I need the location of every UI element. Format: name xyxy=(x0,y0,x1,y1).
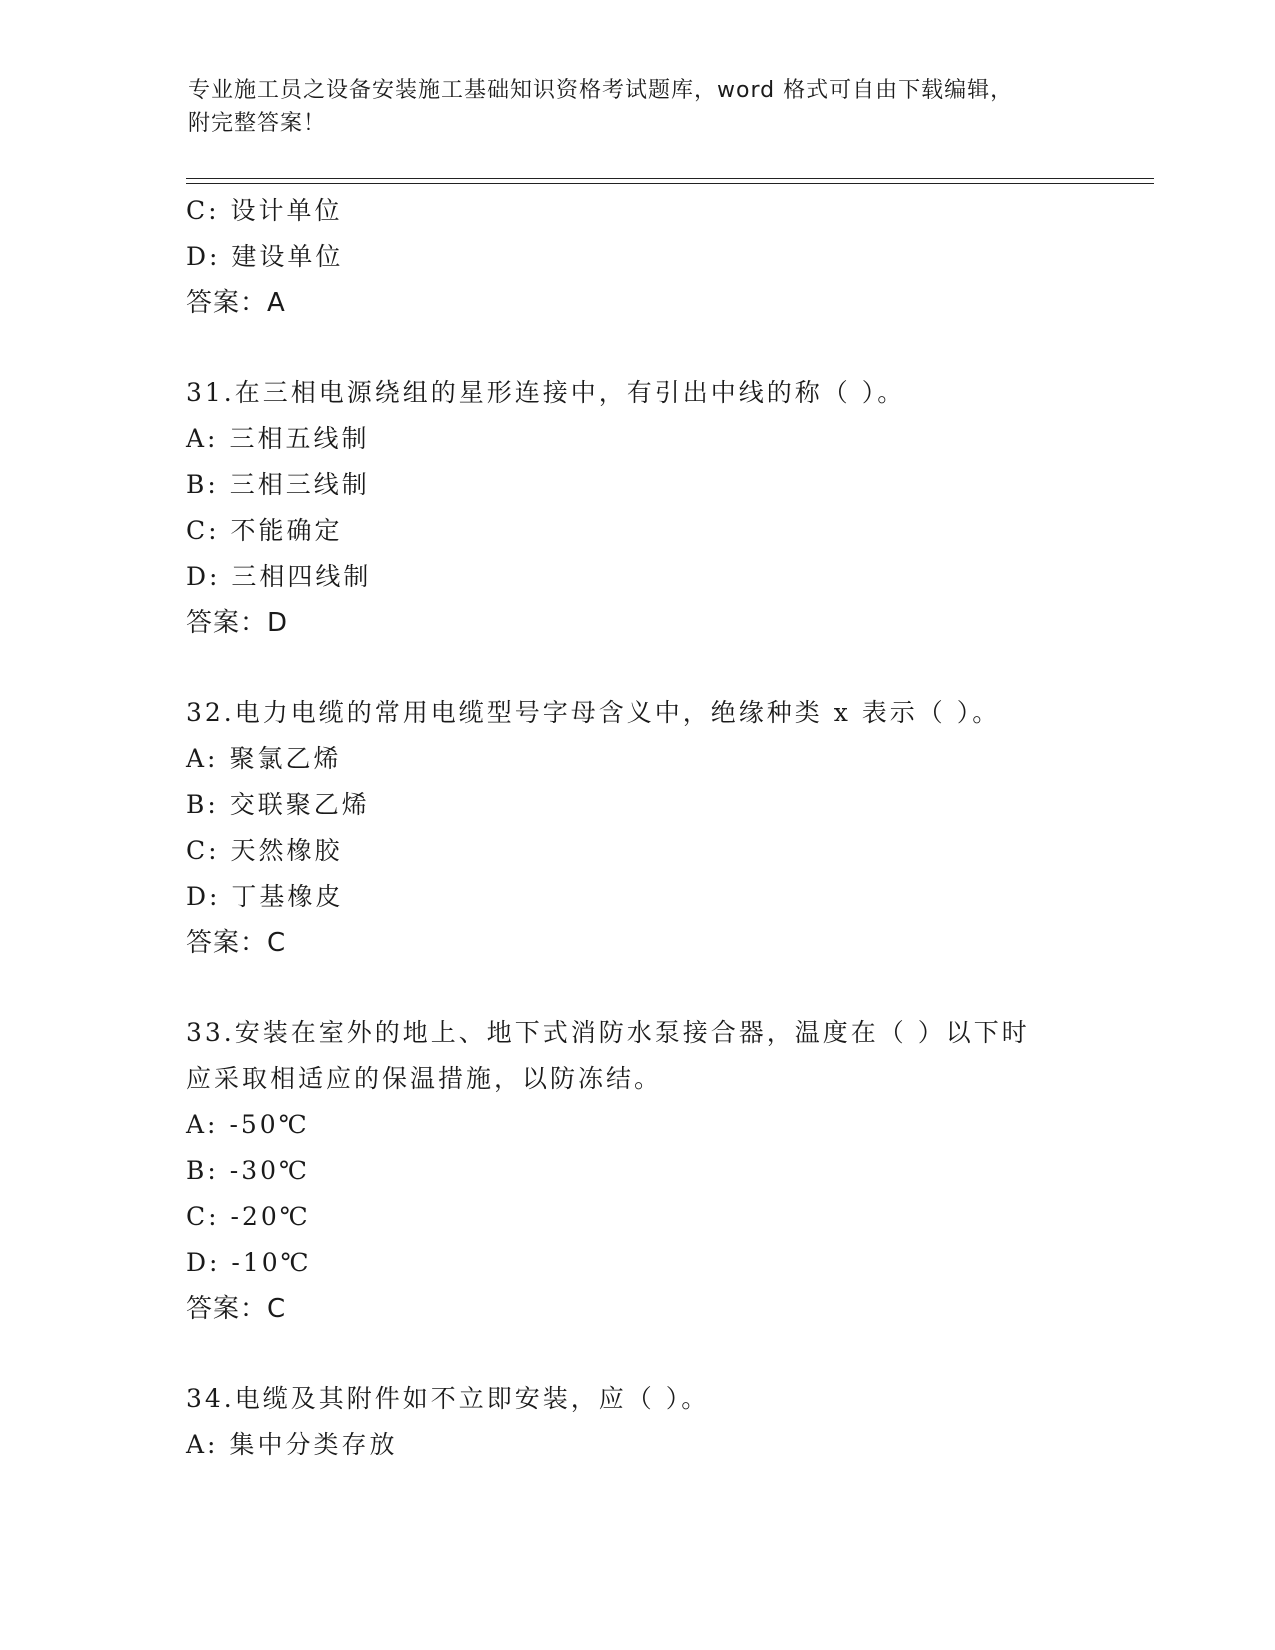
answer-line: 答案：C xyxy=(186,928,287,958)
option-a: A: -50℃ xyxy=(186,1110,310,1139)
header-divider xyxy=(186,178,1154,184)
answer-line: 答案：D xyxy=(186,608,289,638)
option-c: C: -20℃ xyxy=(186,1202,311,1231)
option-c: C: 不能确定 xyxy=(186,516,343,545)
question-stem-line-1: 33.安装在室外的地上、地下式消防水泵接合器，温度在（ ）以下时 xyxy=(186,1018,1030,1047)
option-d: D: 建设单位 xyxy=(186,242,344,271)
page-header xyxy=(188,74,1068,140)
question-stem: 34.电缆及其附件如不立即安装，应（ ）。 xyxy=(186,1384,710,1413)
answer-line: 答案：A xyxy=(186,288,286,318)
option-c: C: 天然橡胶 xyxy=(186,836,343,865)
option-a: A: 聚氯乙烯 xyxy=(186,744,342,773)
option-b: B: 交联聚乙烯 xyxy=(186,790,370,819)
question-stem: 32.电力电缆的常用电缆型号字母含义中，绝缘种类 x 表示（ ）。 xyxy=(186,698,1001,727)
option-a: A: 三相五线制 xyxy=(186,424,370,453)
option-d: D: 丁基橡皮 xyxy=(186,882,344,911)
question-stem: 31.在三相电源绕组的星形连接中，有引出中线的称（ ）。 xyxy=(186,378,906,407)
answer-line: 答案：C xyxy=(186,1294,287,1324)
question-31 xyxy=(186,370,1086,646)
option-d: D: 三相四线制 xyxy=(186,562,372,591)
question-stem-line-2: 应采取相适应的保温措施，以防冻结。 xyxy=(186,1064,663,1093)
option-d: D: -10℃ xyxy=(186,1248,312,1277)
option-b: B: 三相三线制 xyxy=(186,470,370,499)
option-a: A: 集中分类存放 xyxy=(186,1430,398,1459)
option-c: C: 设计单位 xyxy=(186,196,343,225)
question-34 xyxy=(186,1376,1086,1468)
header-line-2: 附完整答案！ xyxy=(188,111,327,136)
document-body xyxy=(186,188,1086,1468)
header-line-1: 专业施工员之设备安装施工基础知识资格考试题库，word 格式可自由下载编辑， xyxy=(188,78,1014,103)
option-b: B: -30℃ xyxy=(186,1156,310,1185)
prev-question xyxy=(186,188,1086,326)
question-33 xyxy=(186,1010,1086,1332)
question-32 xyxy=(186,690,1086,966)
